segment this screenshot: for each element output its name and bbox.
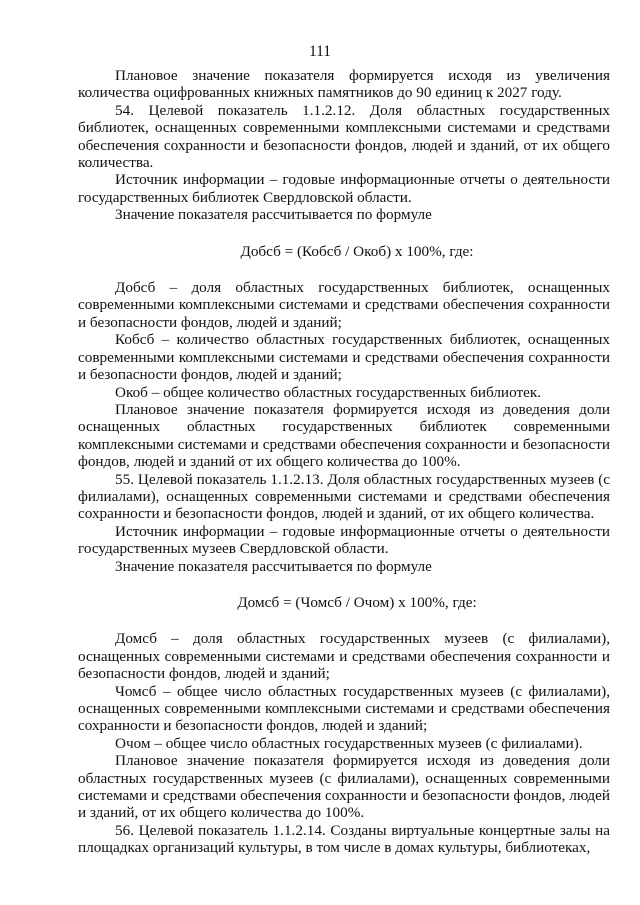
paragraph-plan: Плановое значение показателя формируется исходя из доведения доли оснащенных областных государственных библиотек современными комплексными системами и средствами обеспечения сохранности и безопасности фондов, людей и зданий от их общего количества до 100%.	[78, 400, 610, 471]
document-body	[78, 67, 610, 857]
paragraph-definition: Очом – общее число областных государственных музеев (с филиалами).	[115, 734, 583, 752]
formula-libraries: Добсб = (Кобсб / Окоб) x 100%, где:	[240, 242, 474, 260]
paragraph-source: Источник информации – годовые информационные отчеты о деятельности государственных библиотек Свердловской области.	[78, 171, 610, 206]
formula-museums: Домсб = (Чомсб / Очом) x 100%, где:	[237, 593, 477, 611]
paragraph-definition: Кобсб – количество областных государственных библиотек, оснащенных современными комплексными системами и средствами обеспечения сохранности и безопасности фондов, людей и зданий;	[78, 331, 610, 384]
paragraph-indicator-54: 54. Целевой показатель 1.1.2.12. Доля областных государственных библиотек, оснащенных современными комплексными системами и средствами обеспечения сохранности и безопасности фондов, людей и зданий, от их общего количества.	[78, 101, 610, 172]
paragraph-formula-intro: Значение показателя рассчитывается по формуле	[115, 557, 432, 575]
paragraph-source: Источник информации – годовые информационные отчеты о деятельности государственных музеев Свердловской области.	[78, 522, 610, 558]
paragraph-indicator-56: 56. Целевой показатель 1.1.2.14. Созданы виртуальные концертные залы на площадках организаций культуры, в том числе в домах культуры, библиотеках,	[78, 821, 610, 857]
paragraph-definition: Чомсб – общее число областных государственных музеев (с филиалами), оснащенных современными комплексными системами и средствами обеспечения сохранности и безопасности фондов, людей и зданий;	[78, 682, 610, 735]
paragraph-definition: Домсб – доля областных государственных музеев (с филиалами), оснащенных современными системами и средствами обеспечения сохранности и безопасности фондов, людей и зданий;	[78, 630, 610, 683]
paragraph-indicator-55: 55. Целевой показатель 1.1.2.13. Доля областных государственных музеев (с филиалами), оснащенных современными системами и средствами обеспечения сохранности и безопасности фондов, людей и зданий, от их общего количества.	[78, 470, 610, 523]
paragraph-formula-intro: Значение показателя рассчитывается по формуле	[115, 206, 432, 224]
paragraph-definition: Окоб – общее количество областных государственных библиотек.	[115, 383, 542, 401]
paragraph-plan: Плановое значение показателя формируется исходя из доведения доли областных государственных музеев (с филиалами), оснащенных современными системами и средствами обеспечения сохранности и безопасности фондов, людей и зданий, от их общего количества до 100%.	[78, 752, 610, 822]
paragraph-definition: Добсб – доля областных государственных библиотек, оснащенных современными комплексными системами и средствами обеспечения сохранности и безопасности фондов, людей и зданий;	[78, 279, 610, 331]
page-number: 111	[308, 43, 332, 60]
paragraph: Плановое значение показателя формируется исходя из увеличения количества оцифрованных книжных памятников до 90 единиц к 2027 году.	[78, 67, 610, 102]
